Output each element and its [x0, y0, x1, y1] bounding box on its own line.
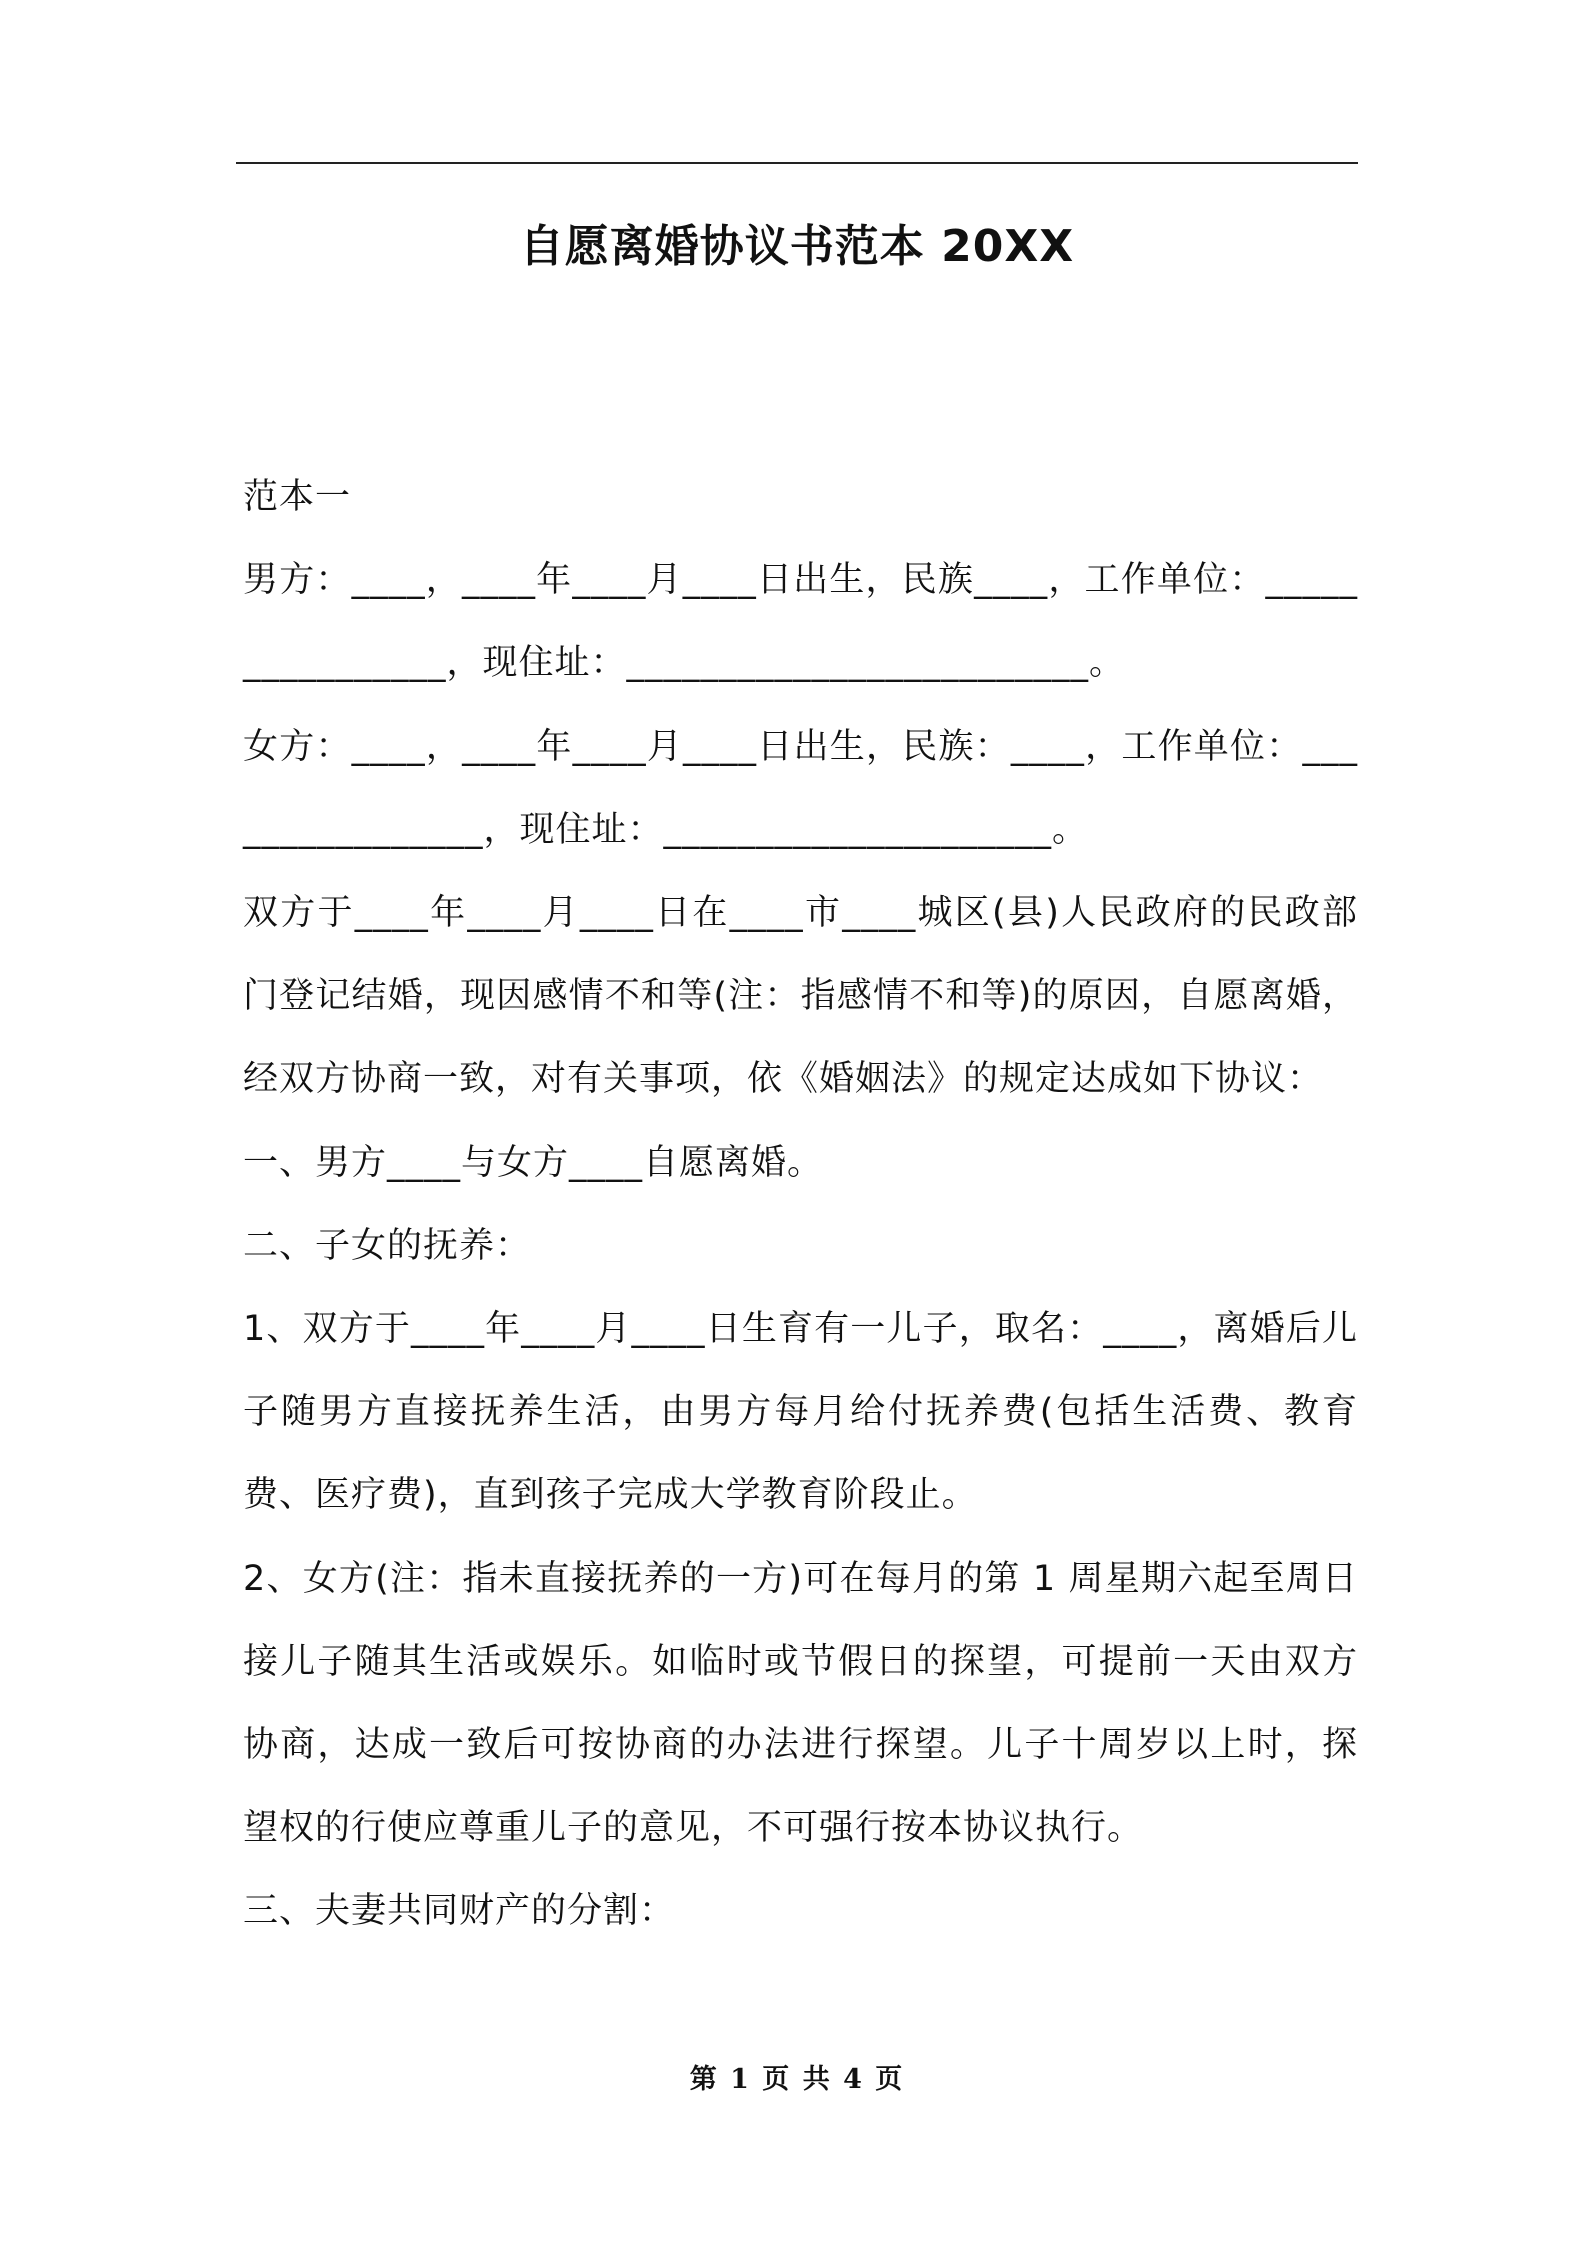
header-rule [236, 162, 1358, 164]
paragraph-wife-info: 女方：____，____年____月____日出生，民族：____，工作单位：________________，现住址：_____________________。 [243, 726, 1358, 850]
section-heading-template-one: 范本一 [243, 477, 352, 517]
clause-two-item-one: 1、双方于____年____月____日生育有一儿子，取名：____，离婚后儿子随男方直接抚养生活，由男方每月给付抚养费(包括生活费、教育费、医疗费)，直到孩子完成大学教育阶段止。 [243, 1309, 1358, 1516]
clause-two-heading-child-custody: 二、子女的抚养： [243, 1225, 532, 1266]
clause-two-item-two: 2、女方(注：指未直接抚养的一方)可在每月的第 1 周星期六起至周日接儿子随其生活或娱乐。如临时或节假日的探望，可提前一天由双方协商，达成一致后可按协商的办法进行探望。儿子十周岁以上时，探望权的行使应尊重儿子的意见，不可强行按本协议执行。 [243, 1558, 1358, 1849]
clause-three-heading-property: 三、夫妻共同财产的分割： [243, 1891, 676, 1932]
clause-one-divorce: 一、男方____与女方____自愿离婚。 [243, 1142, 824, 1183]
page-number-footer: 第 1 页 共 4 页 [689, 2064, 905, 2095]
document-title: 自愿离婚协议书范本 20XX [519, 221, 1075, 272]
paragraph-marriage-background: 双方于____年____月____日在____市____城区(县)人民政府的民政部门登记结婚，现因感情不和等(注：指感情不和等)的原因，自愿离婚，经双方协商一致，对有关事项，依《婚姻法》的规定达成如下协议： [243, 893, 1358, 1100]
paragraph-husband-info: 男方：____，____年____月____日出生，民族____，工作单位：________________，现住址：_________________________。 [243, 560, 1358, 684]
document-body [243, 456, 1358, 1954]
